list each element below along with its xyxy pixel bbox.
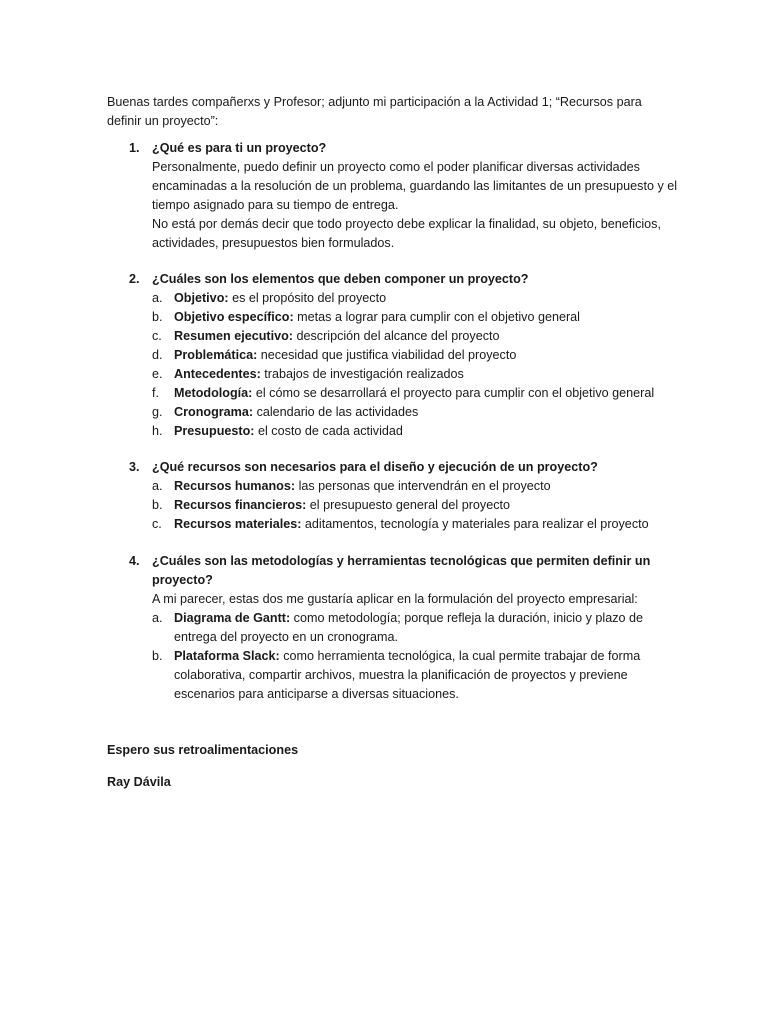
item-term: Metodología: [174, 386, 253, 400]
item-term: Resumen ejecutivo: [174, 329, 293, 343]
list-item [152, 327, 689, 346]
item-term: Plataforma Slack: [174, 649, 280, 663]
list-letter: a. [152, 479, 163, 493]
signature: Ray Dávila [107, 775, 171, 789]
list-item [152, 308, 689, 327]
question-title: ¿Cuáles son los elementos que deben componer un proyecto? [152, 272, 529, 286]
list-item [152, 384, 689, 403]
item-term: Recursos humanos: [174, 479, 296, 493]
list-item [152, 609, 689, 647]
list-letter: g. [152, 405, 163, 419]
list-item [152, 496, 689, 515]
list-letter: a. [152, 611, 163, 625]
question-number: 2. [129, 272, 140, 286]
answer-paragraph: A mi parecer, estas dos me gustaría aplicar en la formulación del proyecto empresarial: [152, 592, 638, 606]
item-text: descripción del alcance del proyecto [292, 329, 500, 343]
list-letter: e. [152, 367, 163, 381]
item-term: Diagrama de Gantt: [174, 611, 291, 625]
item-term: Objetivo: [174, 291, 229, 305]
item-text: es el propósito del proyecto [228, 291, 387, 305]
question-1 [129, 139, 689, 253]
question-title: ¿Qué es para ti un proyecto? [152, 141, 327, 155]
item-text: necesidad que justifica viabilidad del proyecto [257, 348, 517, 362]
answer-paragraph: Personalmente, puedo definir un proyecto como el poder planificar diversas actividades encaminadas a la resolución de un problema, guardando las limitantes de un presupuesto y el tiempo asignado para su tiempo de entrega. [152, 160, 678, 212]
closing-line: Espero sus retroalimentaciones [107, 743, 299, 757]
item-term: Presupuesto: [174, 424, 255, 438]
list-letter: b. [152, 310, 163, 324]
answer-paragraph: No está por demás decir que todo proyecto debe explicar la finalidad, su objeto, beneficios, actividades, presupuestos bien formulados. [152, 217, 661, 250]
item-term: Objetivo específico: [174, 310, 294, 324]
item-text: calendario de las actividades [253, 405, 419, 419]
item-text: trabajos de investigación realizados [260, 367, 464, 381]
item-term: Cronograma: [174, 405, 254, 419]
item-term: Recursos financieros: [174, 498, 307, 512]
resource-list [152, 477, 689, 534]
question-title: ¿Cuáles son las metodologías y herramientas tecnológicas que permiten definir un proyecto? [152, 554, 651, 587]
question-2 [129, 270, 689, 441]
question-number: 1. [129, 141, 140, 155]
question-number: 4. [129, 554, 140, 568]
list-letter: h. [152, 424, 163, 438]
list-item [152, 477, 689, 496]
intro-paragraph: Buenas tardes compañerxs y Profesor; adjunto mi participación a la Actividad 1; “Recursos para definir un proyecto”: [107, 95, 642, 128]
list-letter: a. [152, 291, 163, 305]
item-term: Recursos materiales: [174, 517, 302, 531]
list-item [152, 515, 689, 534]
item-term: Antecedentes: [174, 367, 261, 381]
list-letter: b. [152, 649, 163, 663]
list-item [152, 403, 689, 422]
item-text: el costo de cada actividad [254, 424, 403, 438]
item-text: las personas que intervendrán en el proyecto [295, 479, 551, 493]
item-text: metas a lograr para cumplir con el objetivo general [293, 310, 580, 324]
list-letter: d. [152, 348, 163, 362]
list-letter: c. [152, 329, 162, 343]
list-letter: b. [152, 498, 163, 512]
list-item [152, 346, 689, 365]
question-3 [129, 458, 689, 534]
question-title: ¿Qué recursos son necesarios para el diseño y ejecución de un proyecto? [152, 460, 598, 474]
list-item [152, 289, 689, 308]
item-text: el presupuesto general del proyecto [306, 498, 511, 512]
item-text: el cómo se desarrollará el proyecto para cumplir con el objetivo general [252, 386, 655, 400]
list-item [152, 365, 689, 384]
item-text: como metodología; porque refleja la duración, inicio y plazo de entrega del proyecto en un cronograma. [174, 611, 644, 644]
question-number: 3. [129, 460, 140, 474]
list-item [152, 422, 689, 441]
list-letter: c. [152, 517, 162, 531]
list-letter: f. [152, 386, 159, 400]
item-text: como herramienta tecnológica, la cual permite trabajar de forma colaborativa, compartir archivos, muestra la planificación de proyectos y previene escenarios para anticiparse a diversas situaciones. [174, 649, 641, 701]
element-list [152, 289, 689, 441]
item-text: aditamentos, tecnología y materiales para realizar el proyecto [301, 517, 649, 531]
tools-list [152, 609, 689, 704]
list-item [152, 647, 689, 704]
question-4 [129, 552, 689, 704]
item-term: Problemática: [174, 348, 258, 362]
